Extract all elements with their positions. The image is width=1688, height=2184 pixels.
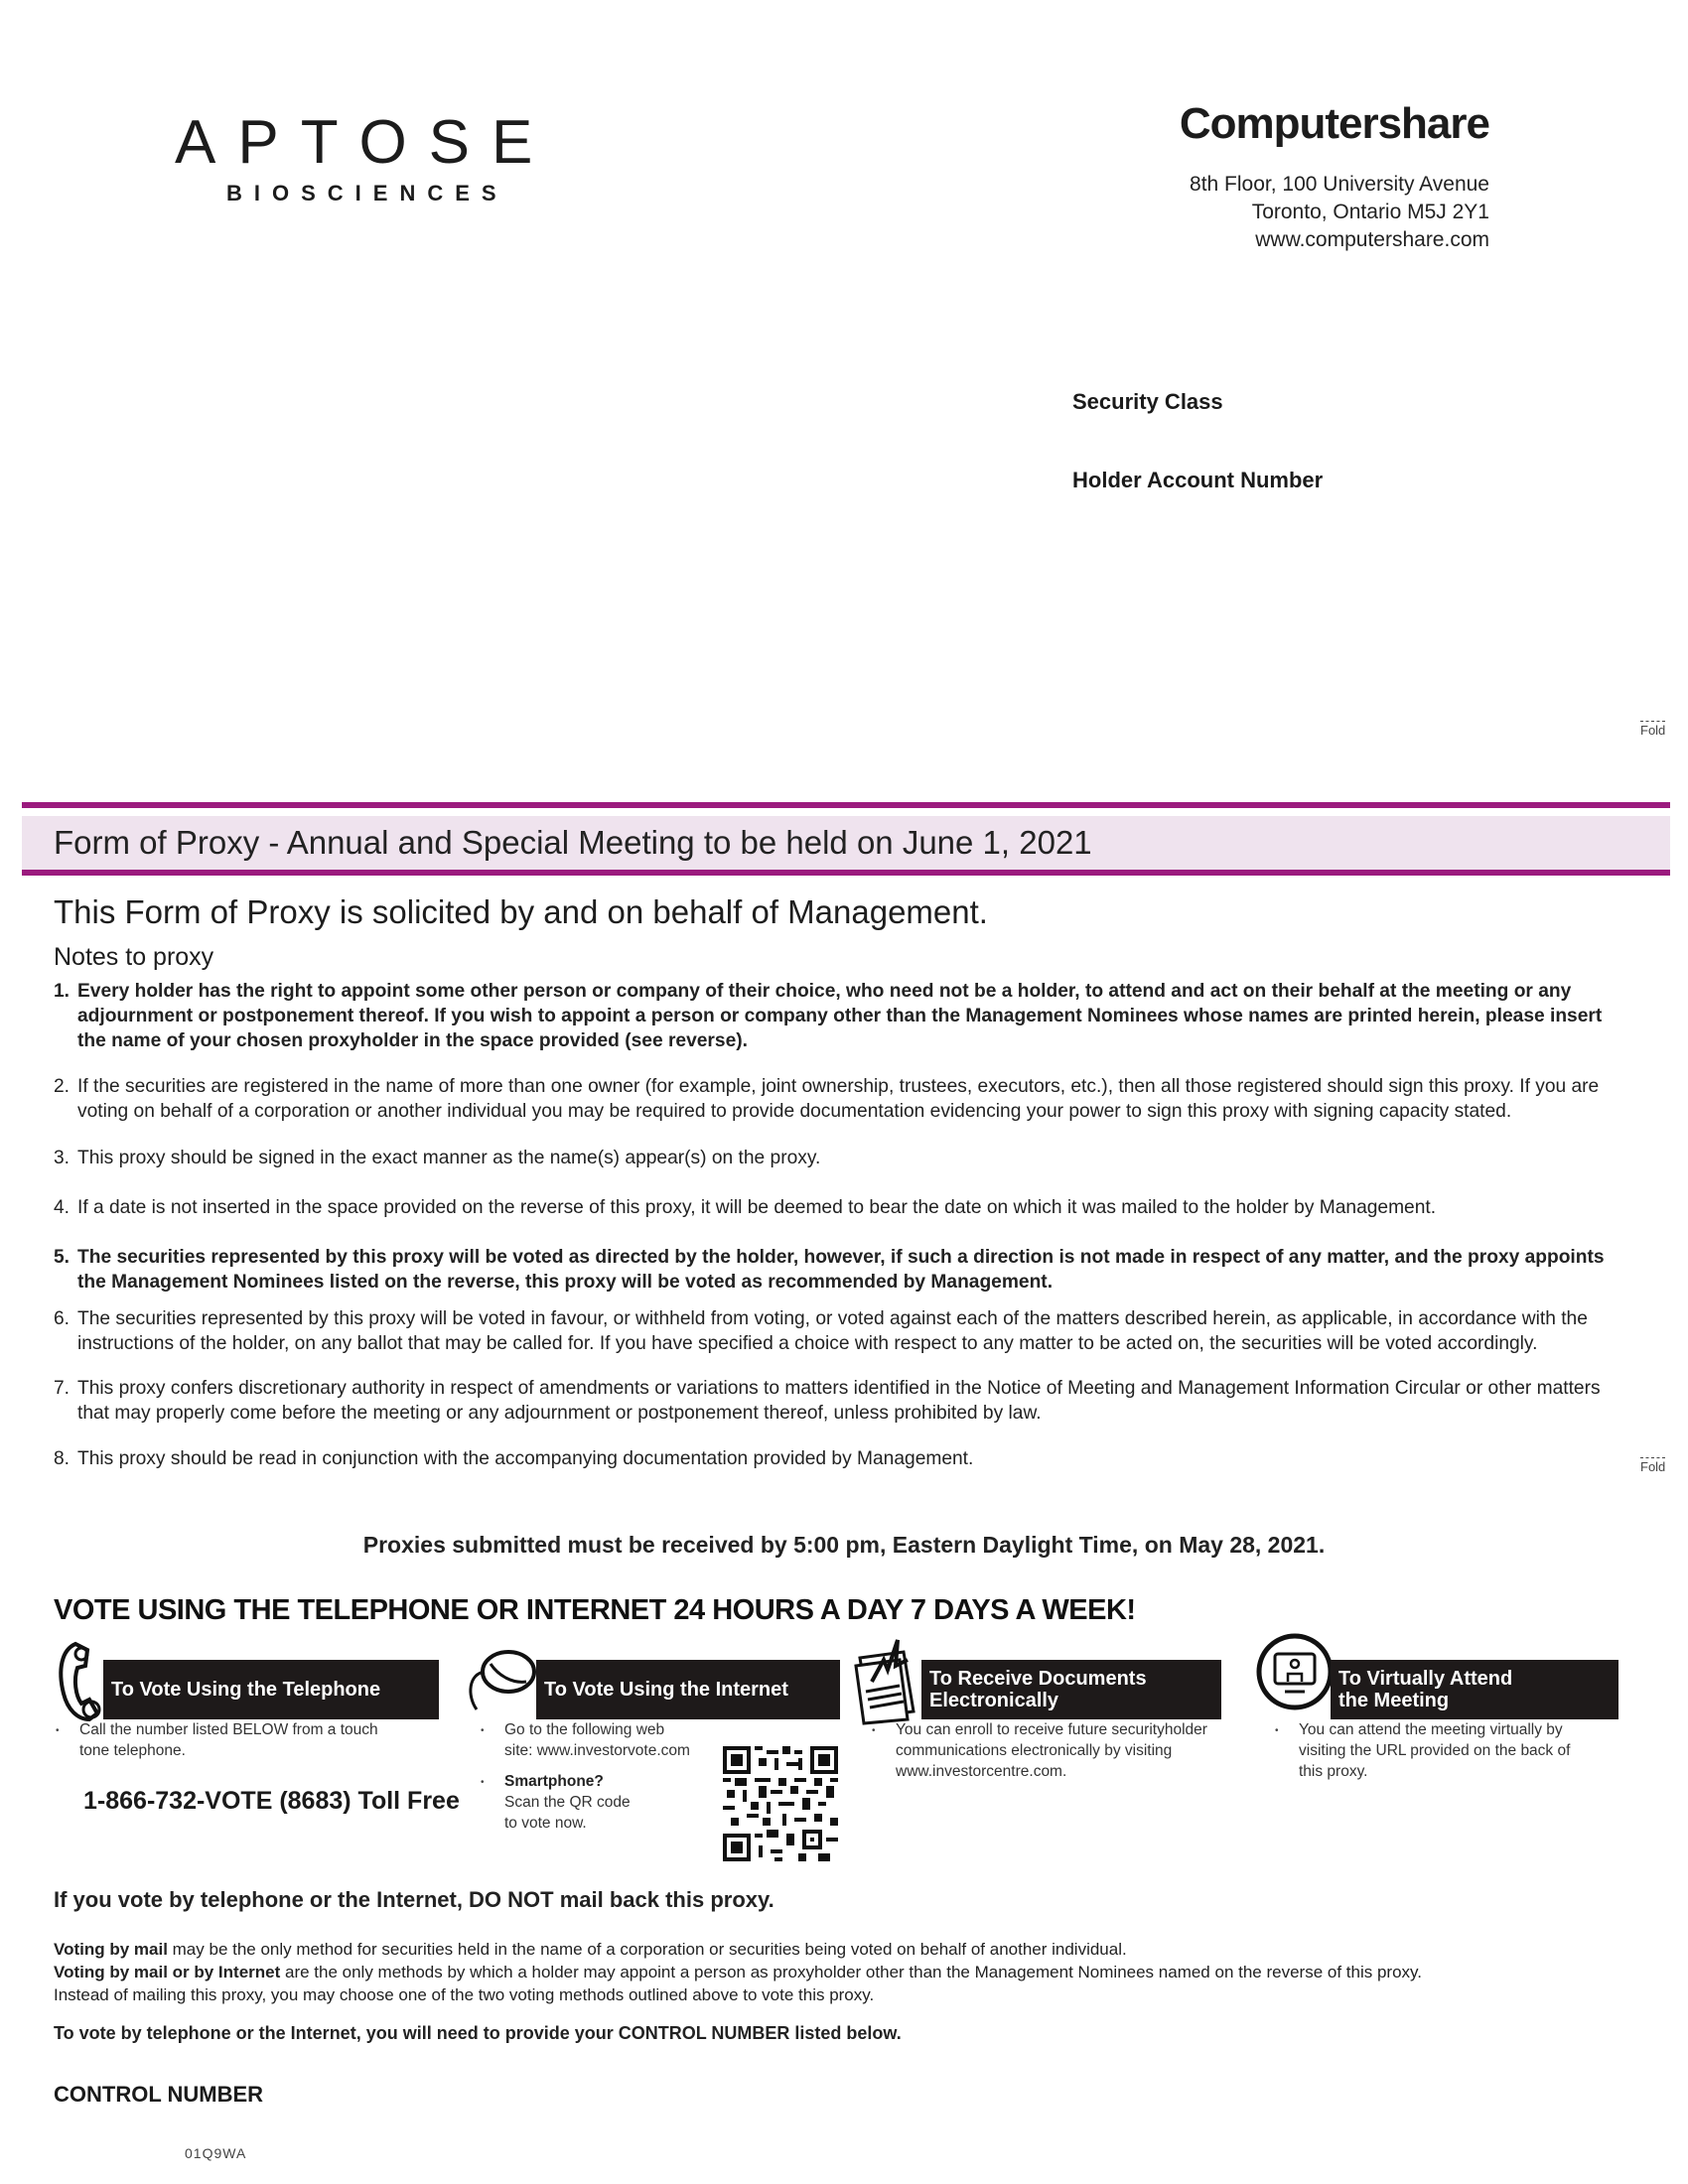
internet-method-title: To Vote Using the Internet: [544, 1679, 788, 1701]
telephone-method-header: [103, 1660, 439, 1719]
virtual-method-title: the Meeting: [1338, 1690, 1450, 1711]
smartphone-label: Smartphone?: [504, 1773, 604, 1790]
telephone-instructions: Call the number listed BELOW from a touch tone telephone.: [79, 1721, 378, 1759]
mouse-icon: [465, 1646, 538, 1720]
virtual-meeting-icon: [1255, 1632, 1335, 1716]
mail-info-bold: Voting by mail or by Internet: [54, 1963, 281, 1981]
control-number-value: 01Q9WA: [185, 2145, 247, 2161]
note-item: [54, 1376, 1632, 1426]
banner-top-rule: [22, 802, 1670, 808]
note-number: 2.: [54, 1076, 70, 1097]
note-number: 1.: [54, 981, 70, 1002]
bullet-icon: •: [481, 1777, 485, 1788]
documents-method-header: [921, 1660, 1221, 1719]
note-item: [54, 1446, 1632, 1471]
smartphone-instructions: [504, 1771, 631, 1834]
documents-method-title: To Receive Documents: [929, 1668, 1147, 1690]
investorvote-link[interactable]: site: www.investorvote.com: [504, 1742, 690, 1759]
solicitation-heading: This Form of Proxy is solicited by and on behalf of Management.: [54, 893, 988, 930]
submission-deadline: Proxies submitted must be received by 5:00 pm, Eastern Daylight Time, on May 28, 2021.: [362, 1532, 1326, 1558]
smartphone-line: Scan the QR code: [504, 1794, 631, 1811]
internet-method-header: [536, 1660, 840, 1719]
agent-logo: [1180, 99, 1489, 149]
mail-info-line: [54, 1938, 1127, 1961]
note-text: This proxy confers discretionary authority in respect of amendments or variations to matters identified in the Notice of Meeting and Management Information Circular or other matters that may properly come before the meeting or any adjournment or postponement thereof, unless prohibited by law.: [77, 1378, 1601, 1424]
note-text: The securities represented by this proxy will be voted as directed by the holder, however, if such a direction is not made in respect of any matter, and the proxy appoints the Management Nominees listed on the reverse, this proxy will be voted as recommended by Management.: [77, 1247, 1605, 1293]
qr-code[interactable]: [723, 1746, 838, 1861]
fold-mark: Fold: [1640, 1459, 1666, 1474]
do-not-mail-warning: If you vote by telephone or the Internet, DO NOT mail back this proxy.: [54, 1887, 774, 1912]
note-number: 5.: [54, 1247, 70, 1268]
documents-instructions: You can enroll to receive future securityholder communications electronically by visiting www.investorcentre.com.: [896, 1721, 1207, 1780]
agent-address-line: Toronto, Ontario M5J 2Y1: [1251, 201, 1489, 223]
note-item: [54, 1074, 1632, 1124]
issuer-logo-name: APTOSE: [175, 108, 555, 177]
documents-icon: [852, 1630, 927, 1730]
virtual-instructions: You can attend the meeting virtually by visiting the URL provided on the back of this proxy.: [1299, 1721, 1571, 1780]
vote-heading: VOTE USING THE TELEPHONE OR INTERNET 24 HOURS A DAY 7 DAYS A WEEK!: [54, 1594, 1136, 1626]
note-number: 3.: [54, 1148, 70, 1168]
note-item: [54, 1195, 1632, 1220]
note-text: This proxy should be read in conjunction with the accompanying documentation provided by Management.: [77, 1448, 974, 1469]
bullet-icon: •: [1275, 1725, 1279, 1736]
telephone-method-title: To Vote Using the Telephone: [111, 1679, 381, 1701]
agent-address: [1190, 171, 1489, 254]
note-item: [54, 979, 1632, 1053]
agent-address-line: www.computershare.com: [1255, 228, 1489, 251]
mail-info-line: Instead of mailing this proxy, you may choose one of the two voting methods outlined above to vote this proxy.: [54, 1985, 875, 2004]
bullet-icon: •: [481, 1725, 485, 1736]
control-number-label: CONTROL NUMBER: [54, 2082, 264, 2107]
note-item: [54, 1146, 1632, 1170]
agent-address-line: 8th Floor, 100 University Avenue: [1190, 173, 1489, 196]
virtual-method-title: To Virtually Attend: [1338, 1668, 1513, 1690]
internet-instructions-line: Go to the following web: [504, 1721, 665, 1738]
issuer-logo-tagline: BIOSCIENCES: [226, 181, 508, 205]
agent-logo-text: Computershare: [1179, 99, 1489, 148]
form-title: Form of Proxy - Annual and Special Meeting to be held on June 1, 2021: [54, 824, 1092, 861]
note-text: If a date is not inserted in the space provided on the reverse of this proxy, it will be deemed to bear the date on which it was mailed to the holder by Management.: [77, 1197, 1437, 1218]
internet-instructions: [504, 1719, 690, 1761]
banner-bottom-rule: [22, 870, 1670, 876]
note-number: 4.: [54, 1197, 70, 1218]
note-text: If the securities are registered in the name of more than one owner (for example, joint ownership, trustees, executors, etc.), then all those registered should sign this proxy. If you are voting on behalf of a corporation or another individual you may be required to provide documentation evidencing your power to sign this proxy with signing capacity stated.: [77, 1076, 1600, 1122]
note-text: Every holder has the right to appoint some other person or company of their choice, who need not be a holder, to attend and act on their behalf at the meeting or any adjournment or postponement thereof. If you wish to appoint a person or company other than the Management Nominees whose names are printed herein, please insert the name of your chosen proxyholder in the space provided (see reverse).: [77, 981, 1603, 1051]
mail-info-line: [54, 1961, 1422, 1983]
note-item: [54, 1306, 1632, 1356]
smartphone-line: to vote now.: [504, 1815, 587, 1832]
telephone-number[interactable]: 1-866-732-VOTE (8683) Toll Free: [83, 1787, 460, 1815]
note-text: The securities represented by this proxy will be voted in favour, or withheld from voting, or voted against each of the matters described herein, as applicable, in accordance with the instructions of the holder, on any ballot that may be called for. If you have specified a choice with respect to any matter to be acted on, the securities will be voted accordingly.: [77, 1308, 1588, 1354]
note-item: [54, 1245, 1632, 1295]
documents-method-title: Electronically: [929, 1690, 1059, 1711]
note-number: 8.: [54, 1448, 70, 1469]
control-number-instructions: To vote by telephone or the Internet, you will need to provide your CONTROL NUMBER listed below.: [54, 2023, 902, 2043]
bullet-icon: •: [56, 1725, 60, 1736]
fold-mark: Fold: [1640, 723, 1666, 738]
mail-info-text: may be the only method for securities held in the name of a corporation or securities being voted on behalf of another individual.: [167, 1940, 1127, 1959]
notes-title: Notes to proxy: [54, 943, 214, 971]
note-number: 7.: [54, 1378, 70, 1399]
holder-account-label: Holder Account Number: [1072, 468, 1324, 492]
note-text: This proxy should be signed in the exact manner as the name(s) appear(s) on the proxy.: [77, 1148, 821, 1168]
note-number: 6.: [54, 1308, 70, 1329]
virtual-method-header: [1331, 1660, 1618, 1719]
security-class-label: Security Class: [1072, 389, 1223, 414]
mail-info-bold: Voting by mail: [54, 1940, 168, 1959]
bullet-icon: •: [872, 1725, 876, 1736]
mail-info-text: are the only methods by which a holder may appoint a person as proxyholder other than the Management Nominees named on the reverse of this proxy.: [280, 1963, 1422, 1981]
